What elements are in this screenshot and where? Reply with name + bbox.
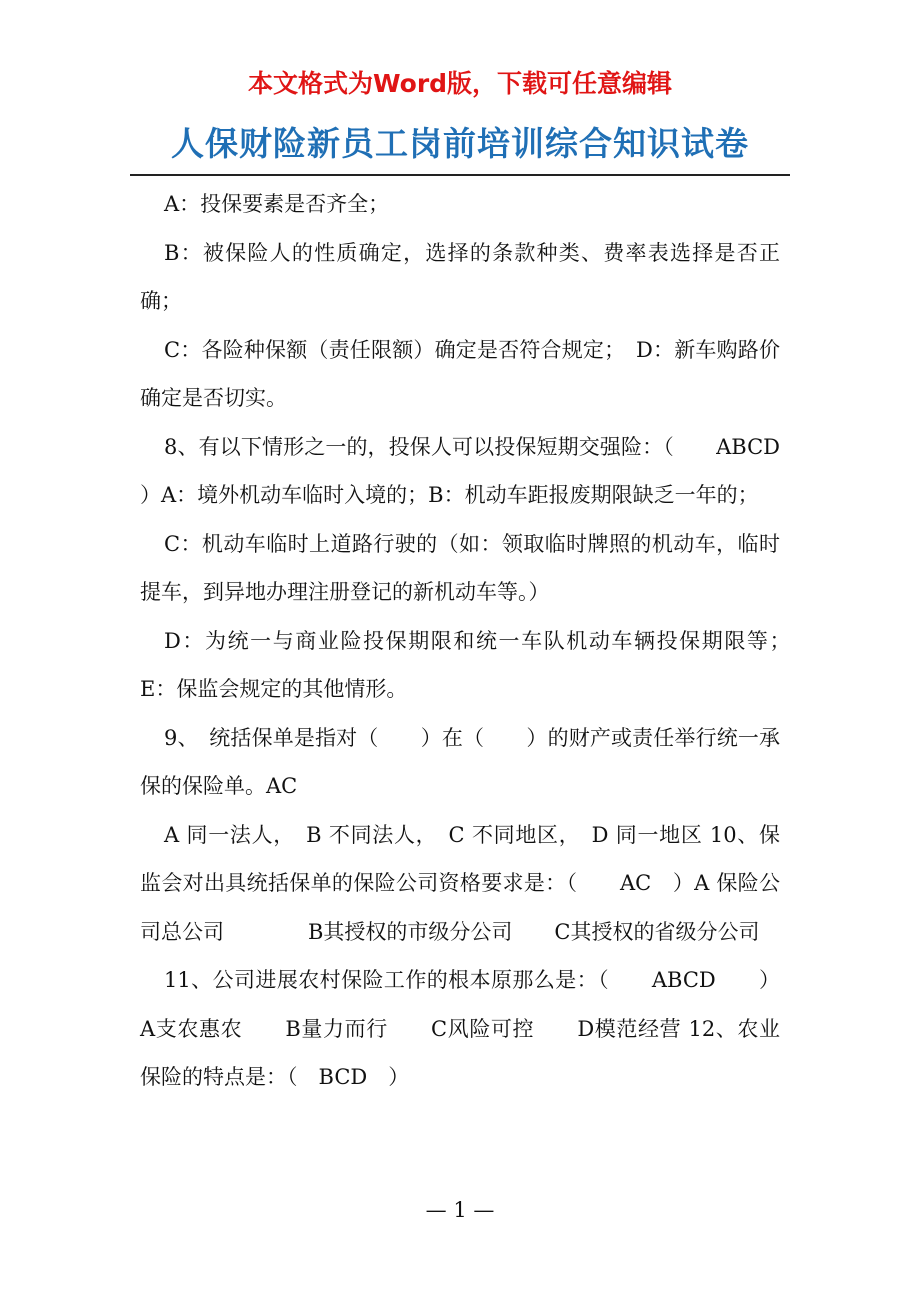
paragraph-b-insured-nature: B：被保险人的性质确定，选择的条款种类、费率表选择是否正确； bbox=[140, 240, 780, 313]
question-8-option-c: C：机动车临时上道路行驶的（如：领取临时牌照的机动车，临时提车，到异地办理注册登记的新机动车等。） bbox=[140, 531, 780, 604]
paragraph-c-coverage-amount: C：各险种保额（责任限额）确定是否符合规定； D：新车购路价确定是否切实。 bbox=[140, 337, 780, 410]
format-banner: 本文格式为Word版，下载可任意编辑 bbox=[247, 69, 673, 98]
document-title: 人保财险新员工岗前培训综合知识试卷 bbox=[171, 124, 749, 163]
question-9: 9、 统括保单是指对（ ）在（ ）的财产或责任举行统一承保的保险单。AC bbox=[140, 725, 780, 798]
question-11-and-12: 11、公司进展农村保险工作的根本原那么是：（ ABCD ）A支农惠农 B量力而行 C风险可控 D模范经营 12、农业保险的特点是：（ BCD ） bbox=[140, 968, 780, 1089]
paragraph-a-elements: A：投保要素是否齐全； bbox=[164, 192, 390, 216]
question-8: 8、有以下情形之一的，投保人可以投保短期交强险：（ ABCD ）A：境外机动车临时入境的；B：机动车距报废期限缺乏一年的； bbox=[140, 434, 822, 507]
title-underline bbox=[130, 174, 790, 176]
question-9-options-and-question-10: A 同一法人， B 不同法人， C 不同地区， D 同一地区 10、保监会对出具统括保单的保险公司资格要求是：（ AC ）A 保险公司总公司 B其授权的市级分公司 C其授权的省级分公司 bbox=[140, 822, 780, 944]
page-number: — 1 — bbox=[425, 1198, 495, 1222]
question-8-option-d-e: D：为统一与商业险投保期限和统一车队机动车辆投保期限等； E：保监会规定的其他情形。 bbox=[140, 628, 801, 701]
document-body bbox=[140, 180, 822, 1102]
